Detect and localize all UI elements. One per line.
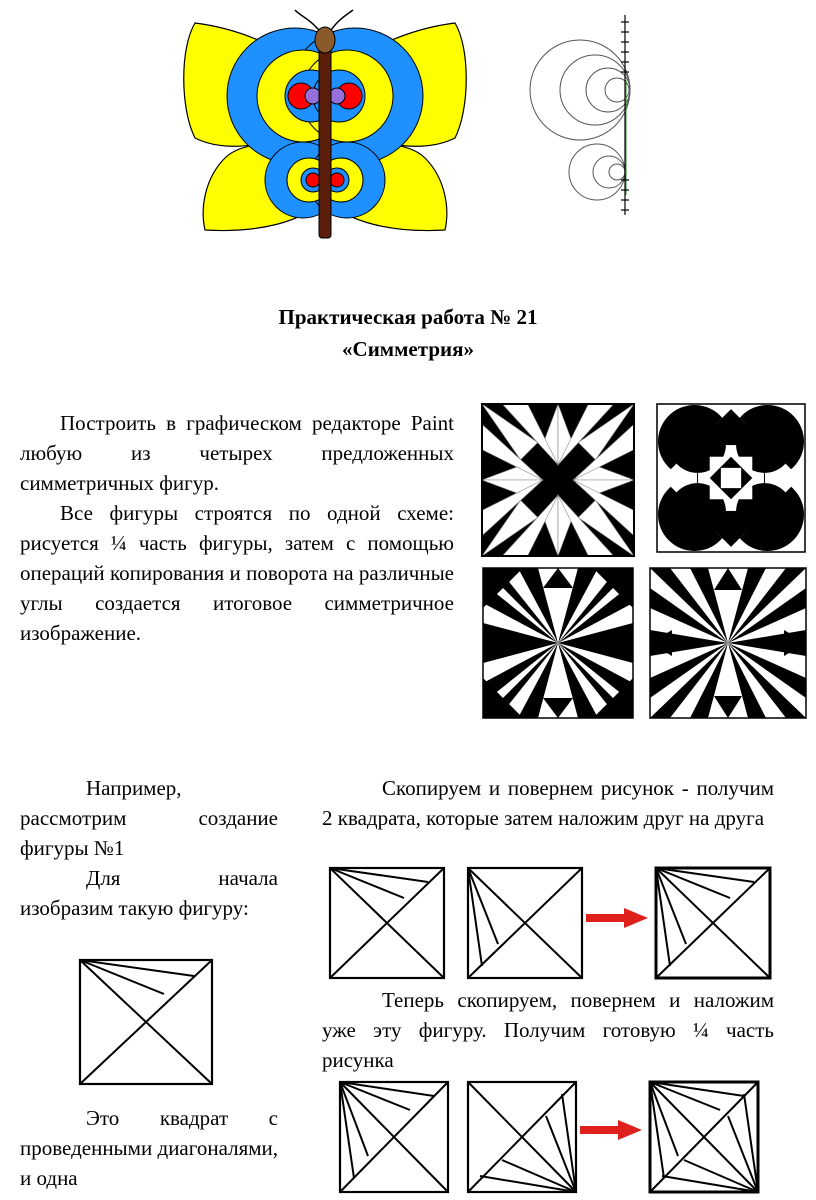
copy-step-square-2 xyxy=(466,866,584,980)
pattern-radial-2 xyxy=(650,568,806,718)
arrow-right-icon xyxy=(580,1120,642,1140)
rotate-step-square-1 xyxy=(338,1080,450,1194)
left-paragraph-1: Например, рассмотрим создание фигуры №1 xyxy=(20,776,278,860)
right-paragraph-1: Скопируем и повернем рисунок - получим 2 квадрата, которые затем наложим друг на друга xyxy=(322,776,774,830)
quarter-figure-result xyxy=(648,1080,760,1194)
rotate-step-square-2 xyxy=(466,1080,578,1194)
page-title: Практическая работа № 21 xyxy=(278,305,538,329)
butterfly-illustration xyxy=(175,8,475,236)
base-square-figure xyxy=(78,958,214,1086)
arrow-right-icon xyxy=(586,908,648,928)
page-subtitle: «Симметрия» xyxy=(342,337,474,361)
circles-construction-illustration xyxy=(525,10,645,220)
task-paragraph-2: Все фигуры строятся по одной схеме: рисуется ¼ часть фигуры, затем с помощью операций копирования и поворота на различные углы создается итоговое симметричное изображение. xyxy=(20,501,454,645)
task-paragraph-1: Построить в графическом редакторе Paint любую из четырех предложенных симметричных фигур. xyxy=(20,411,454,495)
left-paragraph-3: Это квадрат с проведенными диагоналями, и одна xyxy=(20,1106,278,1190)
pattern-star xyxy=(482,404,634,556)
left-paragraph-2: Для начала изобразим такую фигуру: xyxy=(20,866,278,920)
copy-step-square-1 xyxy=(328,866,446,980)
right-paragraph-2: Теперь скопируем, повернем и наложим уже эту фигуру. Получим готовую ¼ часть рисунка xyxy=(322,988,774,1072)
pattern-radial-1 xyxy=(482,568,634,718)
merged-square xyxy=(654,866,772,980)
pattern-circle-square xyxy=(657,404,805,552)
